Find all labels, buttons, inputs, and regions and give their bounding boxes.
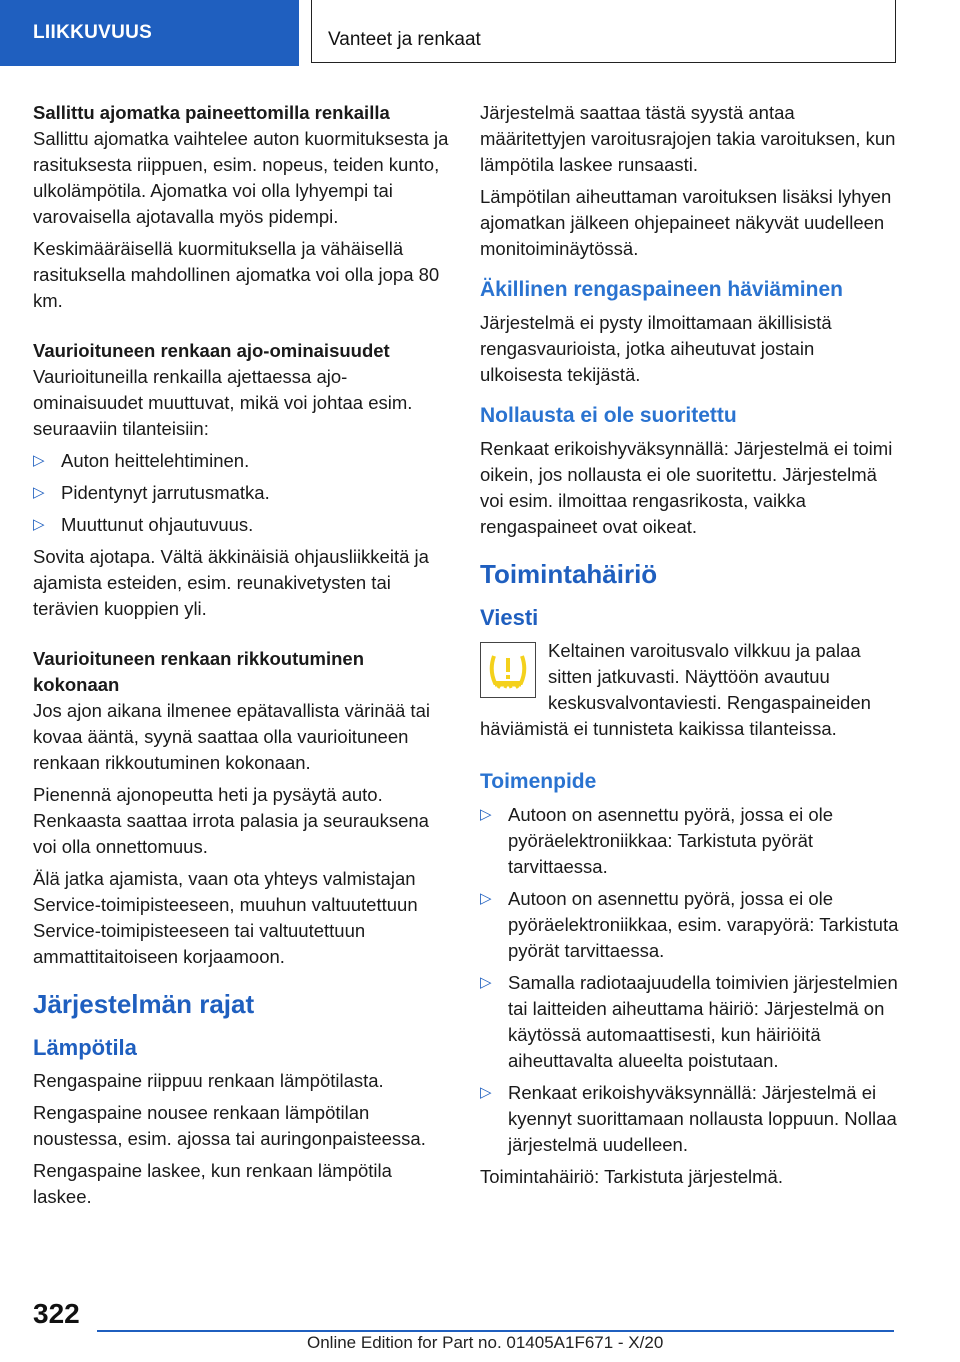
page-number: 322 — [33, 1298, 80, 1329]
bullet-list — [33, 448, 453, 538]
warning-message — [480, 638, 900, 742]
subchapter-heading: Viesti — [480, 605, 539, 630]
paragraph: Jos ajon aikana ilmenee epätavallista värinää tai kovaa ääntä, syynä saattaa olla vaurioituneen renkaan rikkoutuminen kokonaan. — [33, 700, 430, 773]
paragraph: Rengaspaine riippuu renkaan lämpötilasta. — [33, 1070, 384, 1091]
list-item: ▷ Renkaat erikoishyväksynnällä: Järjestelmä ei kyennyt suorittamaan nollausta loppuun. Nollaa järjestelmä uudelleen. — [480, 1082, 897, 1155]
list-item: ▷ Pidentynyt jarrutusmatka. — [33, 480, 453, 506]
section-heading: Vaurioituneen renkaan ajo-ominaisuudet — [33, 340, 390, 361]
paragraph: Renkaat erikoishyväksynnällä: Järjestelmä ei toimi oikein, jos nollausta ei ole suoritettu. Järjestelmä voi esim. ilmoittaa rengasrikosta, vaikka rengaspaineet ovat oikeat. — [480, 438, 893, 537]
chapter-heading: Toimintahäiriö — [480, 559, 658, 589]
paragraph: Vaurioituneilla renkailla ajettaessa ajo-ominaisuudet muuttuvat, mikä voi johtaa esim. seuraaviin tilanteisiin: — [33, 366, 413, 439]
section-heading: Vaurioituneen renkaan rikkoutuminen kokonaan — [33, 648, 365, 695]
section-heading: Sallittu ajomatka paineettomilla renkailla — [33, 102, 390, 123]
paragraph: Sallittu ajomatka vaihtelee auton kuormituksesta ja rasituksesta riippuen, esim. nopeus, teiden kunto, ulkolämpötila. Ajomatka voi olla lyhyempi tai varovaisella ajotavalla myös pidempi. — [33, 128, 449, 227]
topic-heading: Äkillinen rengaspaineen häviäminen — [480, 278, 843, 301]
list-item: ▷ Auton heittelehtiminen. — [33, 448, 453, 474]
right-column — [480, 100, 900, 1196]
paragraph: Rengaspaine nousee renkaan lämpötilan noustessa, esim. ajossa tai auringonpaisteessa. — [33, 1102, 426, 1149]
paragraph: Järjestelmä ei pysty ilmoittamaan äkillisistä rengasvaurioista, jotka aiheutuvat jostain ulkoisesta tekijästä. — [480, 312, 832, 385]
chapter-heading: Järjestelmän rajat — [33, 989, 255, 1019]
paragraph: Sovita ajotapa. Vältä äkkinäisiä ohjausliikkeitä ja ajamista esteiden, esim. reunakivetysten tai terävien kuoppien yli. — [33, 546, 429, 619]
tire-pressure-warning-icon — [480, 642, 536, 698]
bullet-list — [480, 802, 900, 1158]
paragraph: Toimintahäiriö: Tarkistuta järjestelmä. — [480, 1166, 783, 1187]
triangle-right-icon: ▷ — [480, 974, 492, 991]
list-item: ▷ Samalla radiotaajuudella toimivien järjestelmien tai laitteiden aiheuttama häiriö: Järjestelmä on käytössä automaattisesti, kun häiriöitä aiheuttavalta alueelta poistutaan. — [480, 972, 898, 1071]
paragraph: Pienennä ajonopeutta heti ja pysäytä auto. Renkaasta saattaa irrota palasia ja seurauksena voi olla onnettomuus. — [33, 784, 429, 857]
triangle-right-icon: ▷ — [480, 890, 492, 907]
triangle-right-icon: ▷ — [33, 484, 45, 501]
edition-note: Online Edition for Part no. 01405A1F671 - X/20 — [307, 1333, 664, 1352]
paragraph: Älä jatka ajamista, vaan ota yhteys valmistajan Service-toimipisteeseen, muuhun valtuutettuun Service-toimipisteeseen tai valtuutettuun ammattitaitoiseen korjaamoon. — [33, 868, 418, 967]
topic-heading: Toimenpide — [480, 770, 597, 793]
subchapter-heading: Lämpötila — [33, 1035, 137, 1060]
triangle-right-icon: ▷ — [480, 806, 492, 823]
paragraph: Keltainen varoitusvalo vilkkuu ja palaa sitten jatkuvasti. Näyttöön avautuu keskusvalvontaviesti. Rengaspaineiden häviämistä ei tunnisteta kaikissa tilanteissa. — [480, 640, 871, 739]
list-item: ▷ Autoon on asennettu pyörä, jossa ei ole pyöräelektroniikkaa, esim. varapyörä: Tarkistuta pyörät tarvittaessa. — [480, 888, 899, 961]
page-header — [0, 0, 960, 66]
triangle-right-icon: ▷ — [480, 1084, 492, 1101]
chapter-title: Vanteet ja renkaat — [311, 0, 896, 63]
left-column — [33, 100, 453, 1216]
paragraph: Lämpötilan aiheuttaman varoituksen lisäksi lyhyen ajomatkan jälkeen ohjepaineet näkyvät uudelleen monitoiminäytössä. — [480, 186, 892, 259]
triangle-right-icon: ▷ — [33, 516, 45, 533]
section-tab: LIIKKUVUUS — [0, 0, 299, 66]
list-item: ▷ Muuttunut ohjautuvuus. — [33, 512, 453, 538]
paragraph: Keskimääräisellä kuormituksella ja vähäisellä rasituksella mahdollinen ajomatka voi olla jopa 80 km. — [33, 238, 440, 311]
footer-divider — [97, 1330, 894, 1332]
triangle-right-icon: ▷ — [33, 452, 45, 469]
list-item: ▷ Autoon on asennettu pyörä, jossa ei ole pyöräelektroniikkaa: Tarkistuta pyörät tarvittaessa. — [480, 804, 834, 877]
topic-heading: Nollausta ei ole suoritettu — [480, 404, 737, 427]
paragraph: Rengaspaine laskee, kun renkaan lämpötila laskee. — [33, 1160, 392, 1207]
paragraph: Järjestelmä saattaa tästä syystä antaa määritettyjen varoitusrajojen takia varoituksen, kun lämpötila laskee runsaasti. — [480, 102, 896, 175]
